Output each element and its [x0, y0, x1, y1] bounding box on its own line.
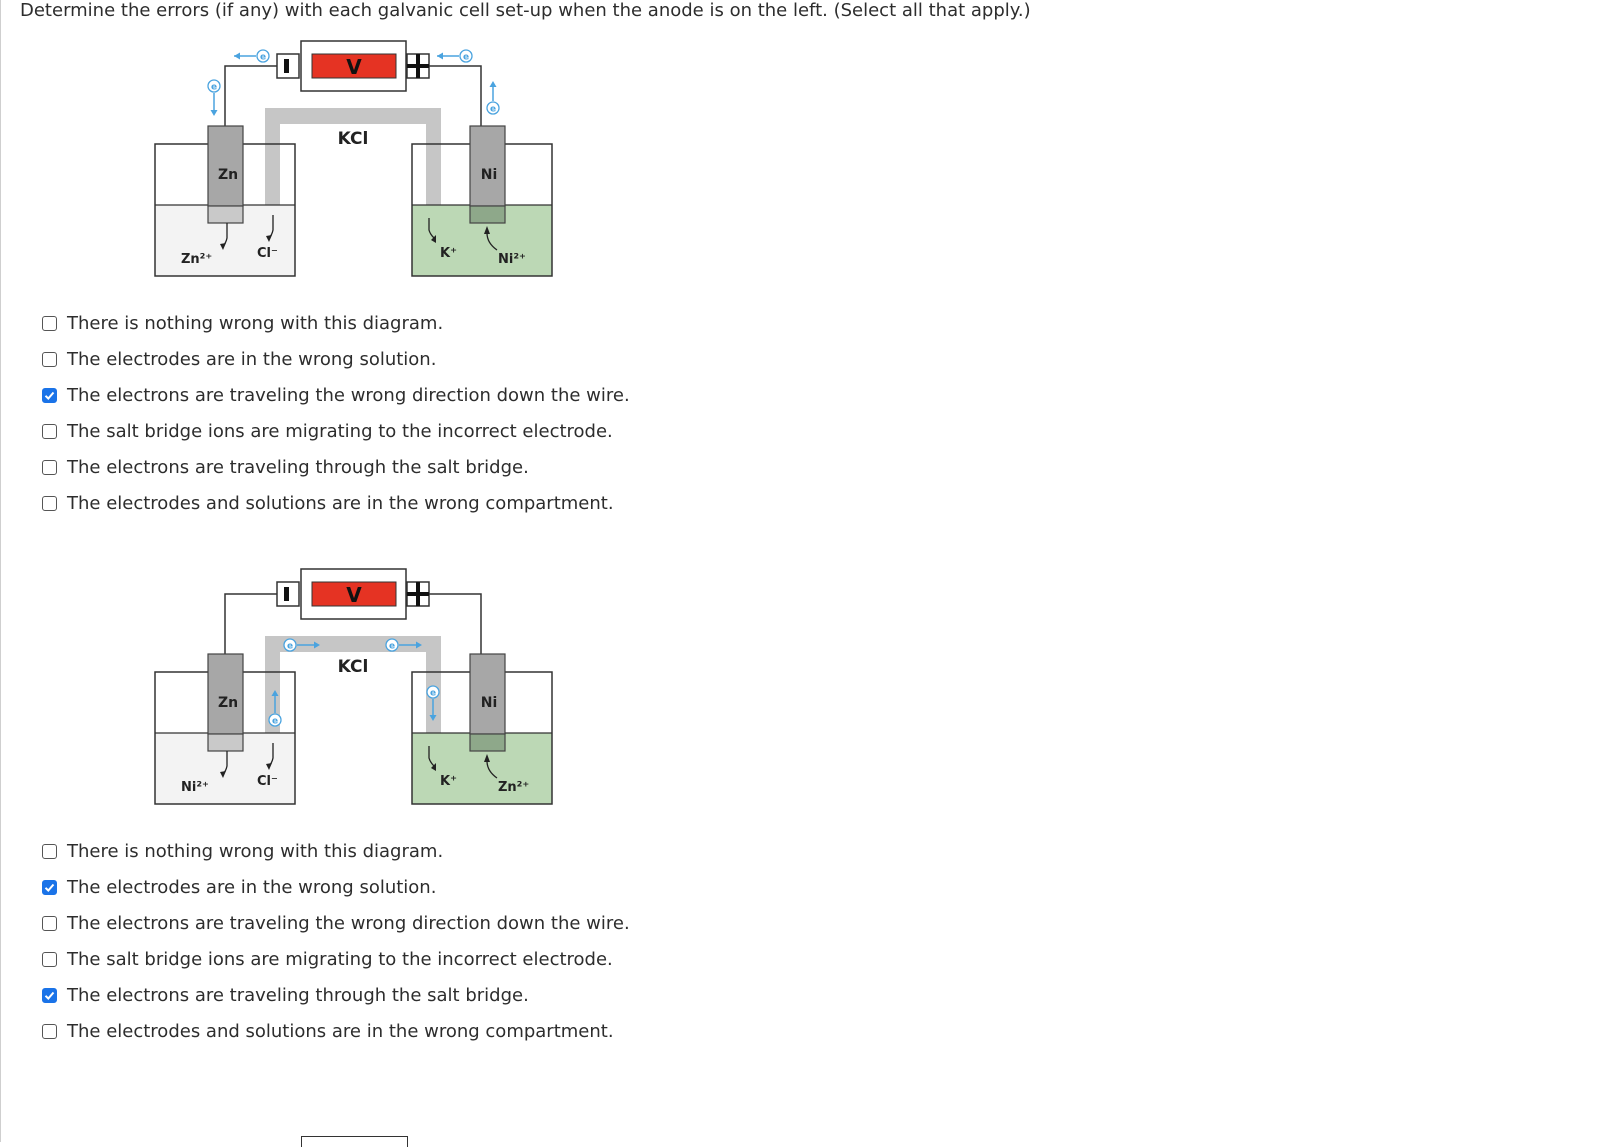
- checkbox[interactable]: [42, 1024, 57, 1039]
- voltmeter-label: V: [346, 583, 362, 607]
- option-label: The electrons are traveling through the salt bridge.: [67, 984, 529, 1006]
- option-label: There is nothing wrong with this diagram.: [67, 312, 444, 334]
- left-electrode-label: Zn: [217, 167, 239, 183]
- electron-label: e: [462, 52, 470, 63]
- option-salt-bridge-ions[interactable]: [42, 418, 613, 444]
- right-electrode-label: Ni: [480, 167, 498, 183]
- k-ion-label: K⁺: [440, 246, 457, 261]
- checkbox[interactable]: [42, 880, 57, 895]
- electron-label: e: [489, 104, 497, 115]
- electron-label: e: [388, 641, 396, 652]
- option-label: The salt bridge ions are migrating to the incorrect electrode.: [67, 948, 613, 970]
- electron-label: e: [271, 716, 279, 727]
- electron-label: e: [210, 82, 218, 93]
- left-ion-label: Ni²⁺: [181, 780, 209, 795]
- option-electrons-salt-bridge[interactable]: [42, 982, 529, 1008]
- option-label: There is nothing wrong with this diagram.: [67, 840, 444, 862]
- option-nothing-wrong[interactable]: [42, 310, 443, 336]
- cl-ion-label: Cl⁻: [257, 246, 278, 261]
- option-label: The electrons are traveling the wrong direction down the wire.: [67, 912, 630, 934]
- option-salt-bridge-ions[interactable]: [42, 946, 613, 972]
- right-ion-label: Ni²⁺: [498, 252, 526, 267]
- salt-bridge-label: KCl: [337, 657, 369, 677]
- checkbox[interactable]: [42, 316, 57, 331]
- checkbox[interactable]: [42, 352, 57, 367]
- option-label: The electrodes and solutions are in the wrong compartment.: [67, 1020, 614, 1042]
- left-border: [0, 0, 1, 1142]
- right-electrode-label: Ni: [480, 695, 498, 711]
- option-label: The electrodes are in the wrong solution.: [67, 876, 437, 898]
- voltmeter-label: V: [346, 55, 362, 79]
- option-label: The electrodes and solutions are in the wrong compartment.: [67, 492, 614, 514]
- option-label: The salt bridge ions are migrating to the incorrect electrode.: [67, 420, 613, 442]
- checkbox[interactable]: [42, 844, 57, 859]
- option-electron-direction[interactable]: [42, 382, 630, 408]
- option-electrons-salt-bridge[interactable]: [42, 454, 529, 480]
- checkbox[interactable]: [42, 916, 57, 931]
- left-electrode-label: Zn: [217, 695, 239, 711]
- k-ion-label: K⁺: [440, 774, 457, 789]
- checkbox[interactable]: [42, 424, 57, 439]
- salt-bridge-label: KCl: [337, 129, 369, 149]
- checkbox[interactable]: [42, 952, 57, 967]
- electron-label: e: [286, 641, 294, 652]
- option-label: The electrons are traveling through the salt bridge.: [67, 456, 529, 478]
- electron-label: e: [259, 52, 267, 63]
- right-ion-label: Zn²⁺: [498, 780, 530, 795]
- galvanic-cell-diagram-1: [150, 38, 580, 298]
- option-wrong-compartment[interactable]: [42, 1018, 614, 1044]
- electron-label: e: [429, 688, 437, 699]
- option-wrong-solution[interactable]: [42, 346, 436, 372]
- checkbox[interactable]: [42, 460, 57, 475]
- checkbox[interactable]: [42, 388, 57, 403]
- checkbox[interactable]: [42, 988, 57, 1003]
- option-electron-direction[interactable]: [42, 910, 630, 936]
- option-wrong-solution[interactable]: [42, 874, 436, 900]
- option-label: The electrons are traveling the wrong direction down the wire.: [67, 384, 630, 406]
- left-ion-label: Zn²⁺: [181, 252, 213, 267]
- galvanic-cell-diagram-2: [150, 566, 580, 826]
- cl-ion-label: Cl⁻: [257, 774, 278, 789]
- question-text: Determine the errors (if any) with each galvanic cell set-up when the anode is on the left. (Select all that apply.): [20, 0, 1031, 21]
- option-label: The electrodes are in the wrong solution.: [67, 348, 437, 370]
- option-nothing-wrong[interactable]: [42, 838, 443, 864]
- checkbox[interactable]: [42, 496, 57, 511]
- option-wrong-compartment[interactable]: [42, 490, 614, 516]
